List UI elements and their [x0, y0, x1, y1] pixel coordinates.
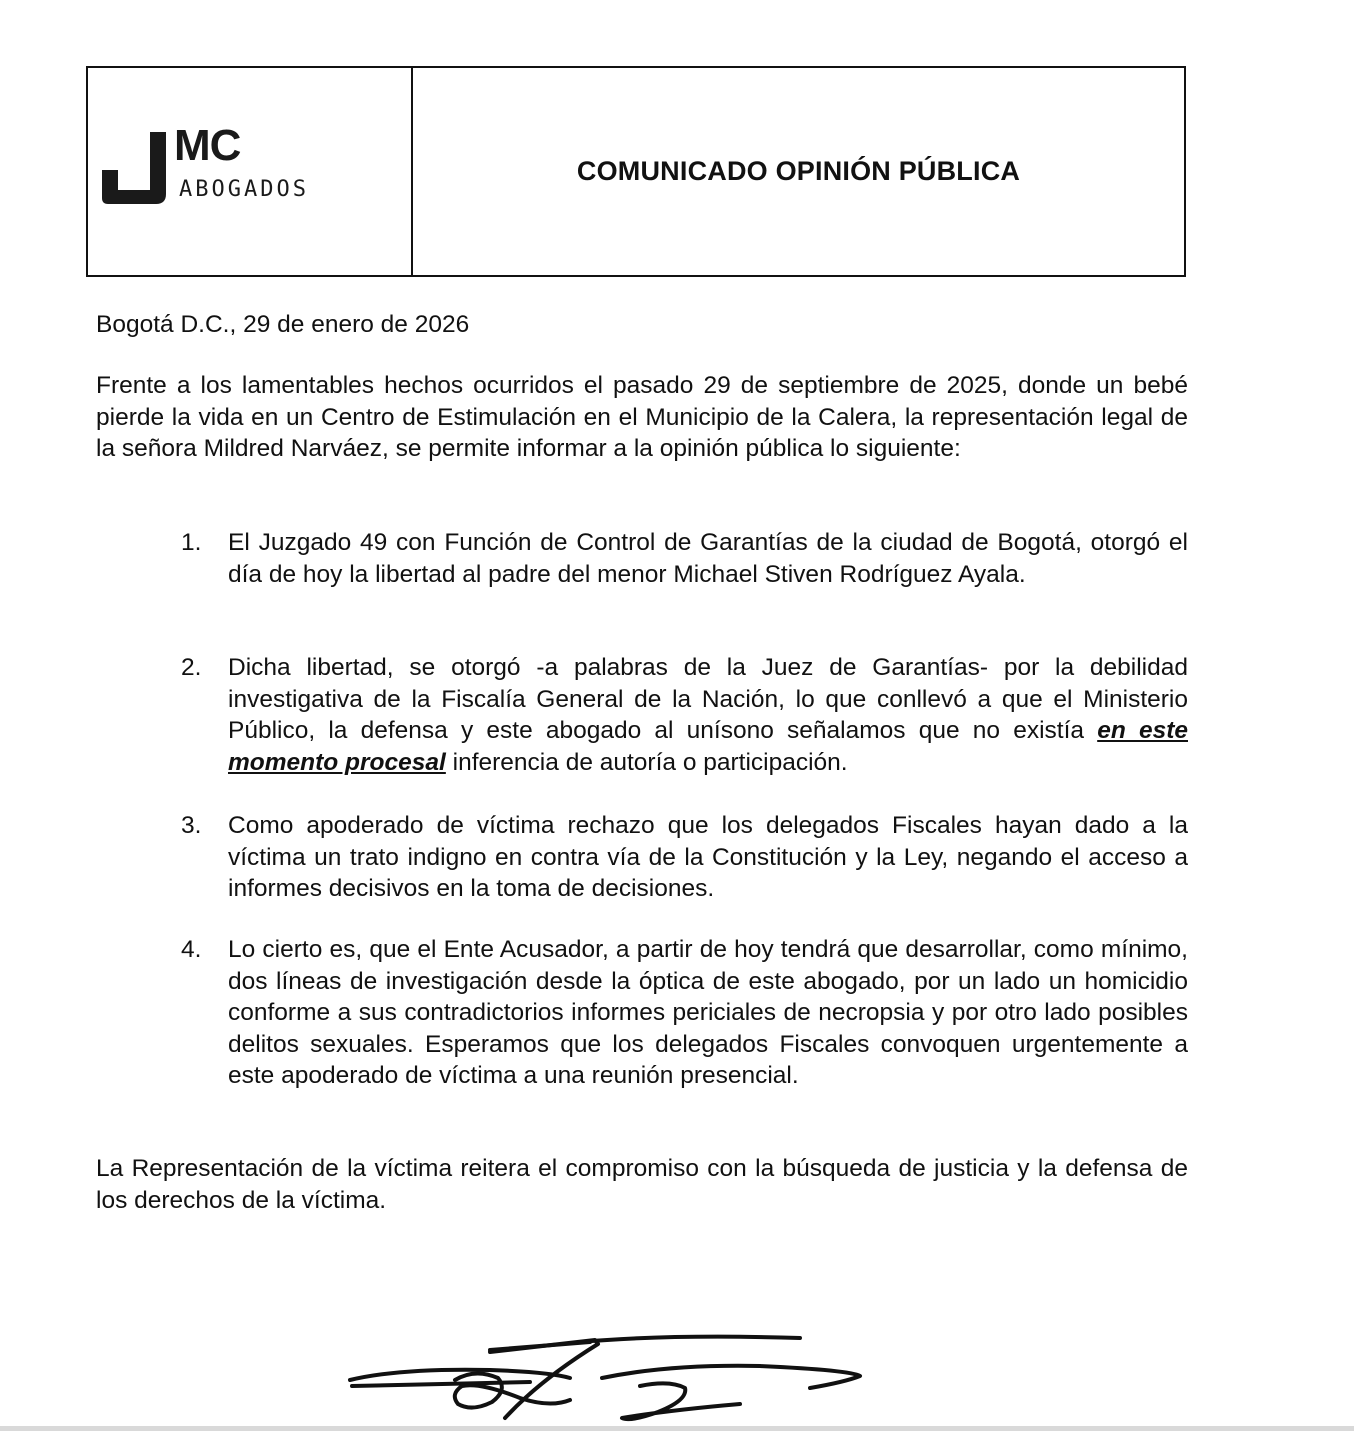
document-header: [86, 66, 1186, 277]
list-item: [181, 652, 1188, 778]
list-item-text: Lo cierto es, que el Ente Acusador, a partir de hoy tendrá que desarrollar, como mínimo, dos líneas de investigación desde la óptica de este abogado, por un lado un homicidio conforme a sus contradictorios informes periciales de necropsia y por otro lado posibles delitos sexuales. Esperamos que los delegados Fiscales convoquen urgentemente a este apoderado de víctima a una reunión presencial.: [228, 936, 1188, 1089]
closing-paragraph: La Representación de la víctima reitera el compromiso con la búsqueda de justicia y la defensa de los derechos de la víctima.: [96, 1155, 1188, 1214]
list-item-text: Como apoderado de víctima rechazo que los delegados Fiscales hayan dado a la víctima un trato indigno en contra vía de la Constitución y la Ley, negando el acceso a informes decisivos en la toma de decisiones.: [228, 812, 1188, 902]
handwritten-signature: [340, 1320, 880, 1430]
jmc-logo-mark: [98, 128, 178, 208]
list-item: [181, 810, 1188, 905]
list-item-text: [228, 654, 1188, 776]
list-number: 2.: [181, 654, 202, 681]
list-number: 4.: [181, 936, 202, 963]
logo-mc-text: MC: [174, 121, 241, 170]
list-item-text-after: inferencia de autoría o participación.: [445, 748, 848, 776]
document-title: COMUNICADO OPINIÓN PÚBLICA: [576, 156, 1021, 186]
list-item-text: El Juzgado 49 con Función de Control de Garantías de la ciudad de Bogotá, otorgó el día de hoy la libertad al padre del menor Michael Stiven Rodríguez Ayala.: [228, 529, 1188, 588]
list-item: [181, 934, 1188, 1092]
emphasized-phrase: en este momento procesal: [228, 717, 1188, 776]
list-number: 1.: [181, 529, 202, 556]
logo-cell: [88, 68, 413, 275]
list-item-text-before: Dicha libertad, se otorgó -a palabras de la Juez de Garantías- por la debilidad investigativa de la Fiscalía General de la Nación, lo que conllevó a que el Ministerio Público, la defensa y este abogado al unísono señalamos que no existía: [228, 654, 1188, 744]
title-cell: [413, 68, 1184, 275]
page-bottom-edge: [0, 1426, 1354, 1431]
intro-paragraph: Frente a los lamentables hechos ocurridos el pasado 29 de septiembre de 2025, donde un bebé pierde la vida en un Centro de Estimulación en el Municipio de la Calera, la representación legal de la señora Mildred Narváez, se permite informar a la opinión pública lo siguiente:: [96, 372, 1188, 462]
date-line: Bogotá D.C., 29 de enero de 2026: [96, 311, 470, 338]
logo-subtitle: ABOGADOS: [179, 177, 309, 202]
list-number: 3.: [181, 812, 202, 839]
list-item: [181, 527, 1188, 590]
